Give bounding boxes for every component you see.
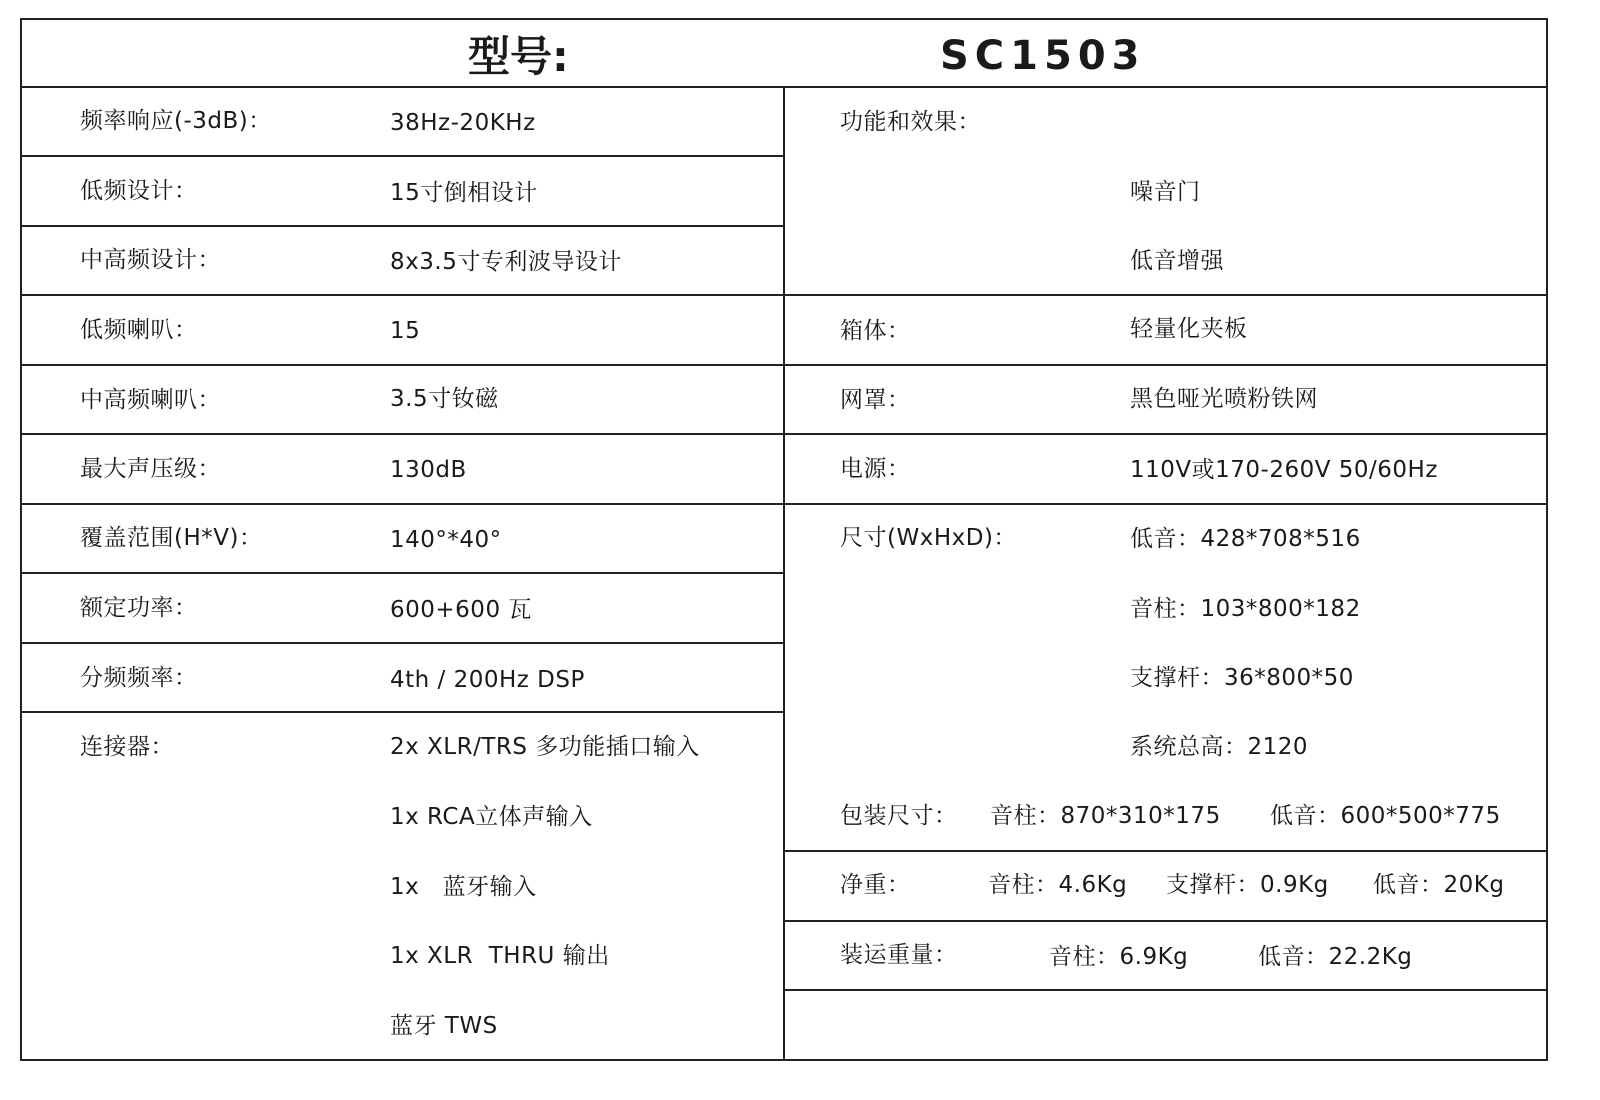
spec-label: 低频设计： — [80, 178, 198, 204]
spec-value: 1x RCA立体声输入 — [390, 804, 593, 830]
row-divider — [20, 711, 784, 713]
spec-label: 箱体： — [840, 318, 911, 344]
spec-value: 38Hz-20KHz — [390, 110, 536, 136]
spec-value: 低音：600*500*775 — [1270, 803, 1501, 829]
spec-label: 网罩： — [840, 387, 911, 413]
spec-value: 低音：428*708*516 — [1130, 526, 1361, 552]
model-label: 型号: — [468, 32, 569, 81]
spec-label: 频率响应(-3dB)： — [80, 108, 272, 134]
spec-label: 尺寸(WxHxD)： — [840, 525, 1017, 551]
spec-value: 110V或170-260V 50/60Hz — [1130, 457, 1438, 483]
spec-label: 电源： — [840, 456, 911, 482]
spec-value: 1x XLR THRU 输出 — [390, 943, 610, 969]
spec-label: 包装尺寸： — [840, 803, 958, 829]
spec-label: 低频喇叭： — [80, 317, 198, 343]
spec-value: 蓝牙 TWS — [390, 1013, 498, 1039]
spec-label: 中高频设计： — [80, 247, 221, 273]
spec-value: 音柱：4.6Kg — [988, 872, 1128, 898]
row-divider — [20, 642, 784, 644]
spec-value: 1x 蓝牙输入 — [390, 874, 537, 900]
spec-value: 低音增强 — [1130, 248, 1224, 274]
spec-label: 覆盖范围(H*V)： — [80, 525, 263, 551]
spec-value: 支撑杆：0.9Kg — [1166, 872, 1329, 898]
model-value: SC1503 — [940, 33, 1146, 79]
row-divider — [784, 920, 1548, 922]
row-divider — [784, 989, 1548, 991]
spec-label: 连接器： — [80, 734, 174, 760]
spec-value: 噪音门 — [1130, 179, 1201, 205]
spec-label: 中高频喇叭： — [80, 387, 221, 413]
spec-value: 8x3.5寸专利波导设计 — [390, 249, 622, 275]
column-divider — [783, 86, 785, 1061]
spec-label: 最大声压级： — [80, 456, 221, 482]
spec-value: 4th / 200Hz DSP — [390, 667, 585, 693]
spec-value: 600+600 瓦 — [390, 597, 532, 623]
row-divider — [20, 155, 784, 157]
spec-value: 15寸倒相设计 — [390, 180, 538, 206]
spec-value: 130dB — [390, 457, 467, 483]
spec-label: 额定功率： — [80, 595, 198, 621]
spec-value: 音柱：870*310*175 — [990, 803, 1221, 829]
spec-value: 系统总高：2120 — [1130, 734, 1309, 760]
row-divider — [20, 225, 784, 227]
row-divider — [784, 850, 1548, 852]
spec-value: 15 — [390, 318, 421, 344]
spec-value: 低音：20Kg — [1373, 872, 1505, 898]
spec-value: 黑色哑光喷粉铁网 — [1130, 386, 1318, 412]
spec-value: 140°*40° — [390, 527, 502, 553]
spec-label: 功能和效果： — [840, 109, 981, 135]
spec-value: 2x XLR/TRS 多功能插口输入 — [390, 734, 700, 760]
spec-value: 音柱：103*800*182 — [1130, 596, 1361, 622]
row-divider — [20, 572, 784, 574]
spec-value: 音柱：6.9Kg — [1049, 944, 1189, 970]
spec-label: 净重： — [840, 872, 911, 898]
spec-label: 装运重量： — [840, 942, 958, 968]
spec-label: 分频频率： — [80, 665, 198, 691]
spec-value: 支撑杆：36*800*50 — [1130, 665, 1354, 691]
spec-value: 3.5寸钕磁 — [390, 386, 499, 412]
spec-value: 低音：22.2Kg — [1258, 944, 1413, 970]
spec-value: 轻量化夹板 — [1130, 316, 1248, 342]
